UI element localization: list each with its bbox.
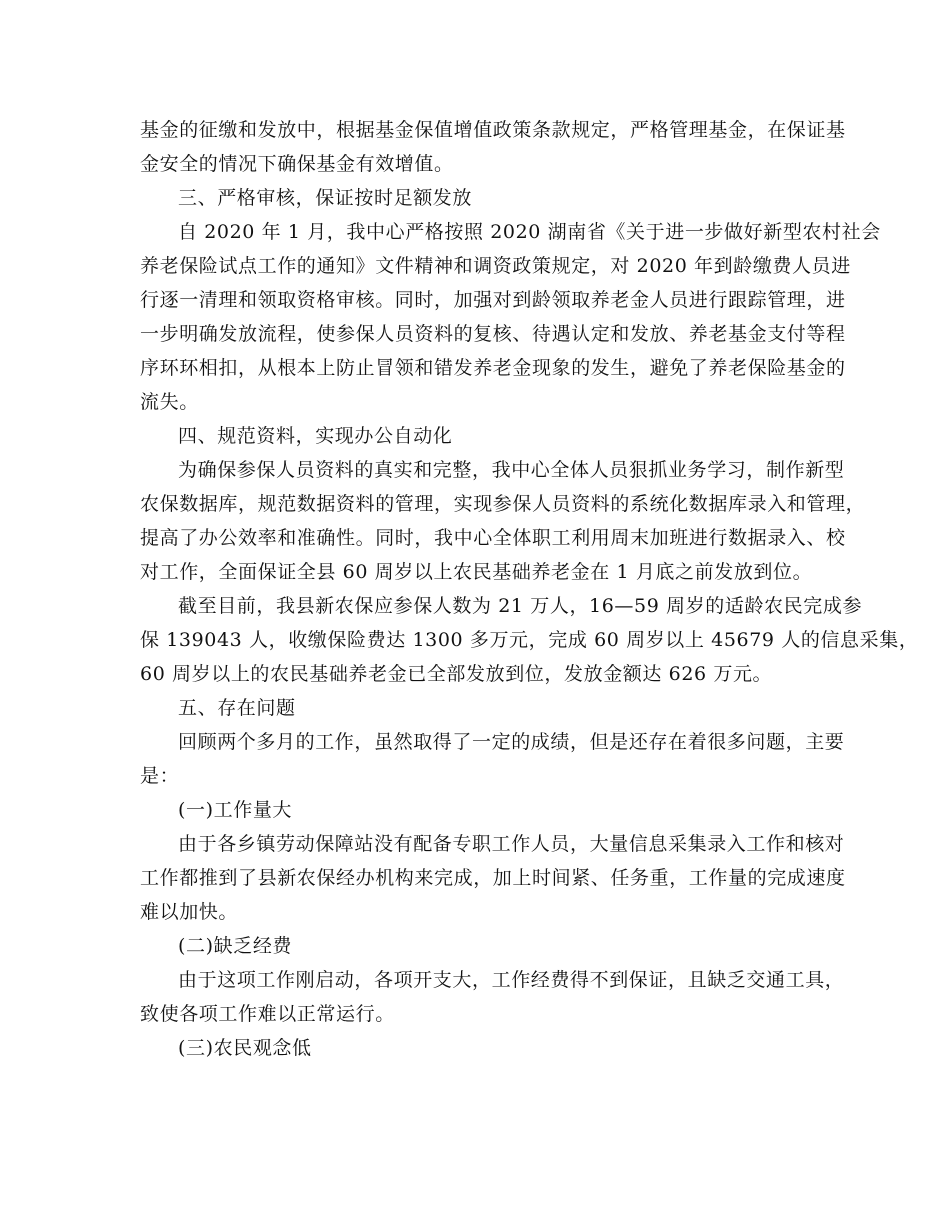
body-line: 工作都推到了县新农保经办机构来完成，加上时间紧、任务重，工作量的完成速度 (140, 867, 846, 889)
subsection-heading: (一)工作量大 (178, 799, 293, 821)
body-line: 农保数据库，规范数据资料的管理，实现参保人员资料的系统化数据库录入和管理， (140, 493, 866, 515)
body-line: 养老保险试点工作的通知》文件精神和调资政策规定，对 2020 年到龄缴费人员进 (140, 255, 851, 277)
section-heading: 三、严格审核，保证按时足额发放 (178, 187, 473, 209)
body-line: 一步明确发放流程，使参保人员资料的复核、待遇认定和发放、养老基金支付等程 (140, 323, 846, 345)
body-line: 截至目前，我县新农保应参保人数为 21 万人，16—59 周岁的适龄农民完成参 (178, 595, 863, 617)
body-line: 序环环相扣，从根本上防止冒领和错发养老金现象的发生，避免了养老保险基金的 (140, 357, 846, 379)
body-line: 是： (140, 765, 180, 787)
body-line: 流失。 (140, 391, 199, 413)
body-line: 由于各乡镇劳动保障站没有配备专职工作人员，大量信息采集录入工作和核对 (178, 833, 845, 855)
body-line: 60 周岁以上的农民基础养老金已全部发放到位，发放金额达 626 万元。 (140, 663, 773, 685)
body-line: 保 139043 人，收缴保险费达 1300 多万元，完成 60 周岁以上 45679 人的信息采集， (140, 629, 919, 651)
body-line: 为确保参保人员资料的真实和完整，我中心全体人员狠抓业务学习，制作新型 (178, 459, 845, 481)
body-line: 由于这项工作刚启动，各项开支大，工作经费得不到保证，且缺乏交通工具， (178, 969, 845, 991)
document-body (140, 113, 919, 1065)
subsection-heading: (三)农民观念低 (178, 1037, 312, 1059)
body-line: 致使各项工作难以正常运行。 (140, 1003, 395, 1025)
body-line: 基金的征缴和发放中，根据基金保值增值政策条款规定，严格管理基金，在保证基 (140, 119, 846, 141)
subsection-heading: (二)缺乏经费 (178, 935, 293, 957)
body-line: 自 2020 年 1 月，我中心严格按照 2020 湖南省《关于进一步做好新型农村社会 (178, 221, 881, 243)
section-heading: 四、规范资料，实现办公自动化 (178, 425, 453, 447)
body-line: 提高了办公效率和准确性。同时，我中心全体职工利用周末加班进行数据录入、校 (140, 527, 846, 549)
body-line: 行逐一清理和领取资格审核。同时，加强对到龄领取养老金人员进行跟踪管理，进 (140, 289, 846, 311)
body-line: 难以加快。 (140, 901, 239, 923)
body-line: 金安全的情况下确保基金有效增值。 (140, 153, 454, 175)
section-heading: 五、存在问题 (178, 697, 296, 719)
body-line: 对工作，全面保证全县 60 周岁以上农民基础养老金在 1 月底之前发放到位。 (140, 561, 813, 583)
body-line: 回顾两个多月的工作，虽然取得了一定的成绩，但是还存在着很多问题，主要 (178, 731, 845, 753)
